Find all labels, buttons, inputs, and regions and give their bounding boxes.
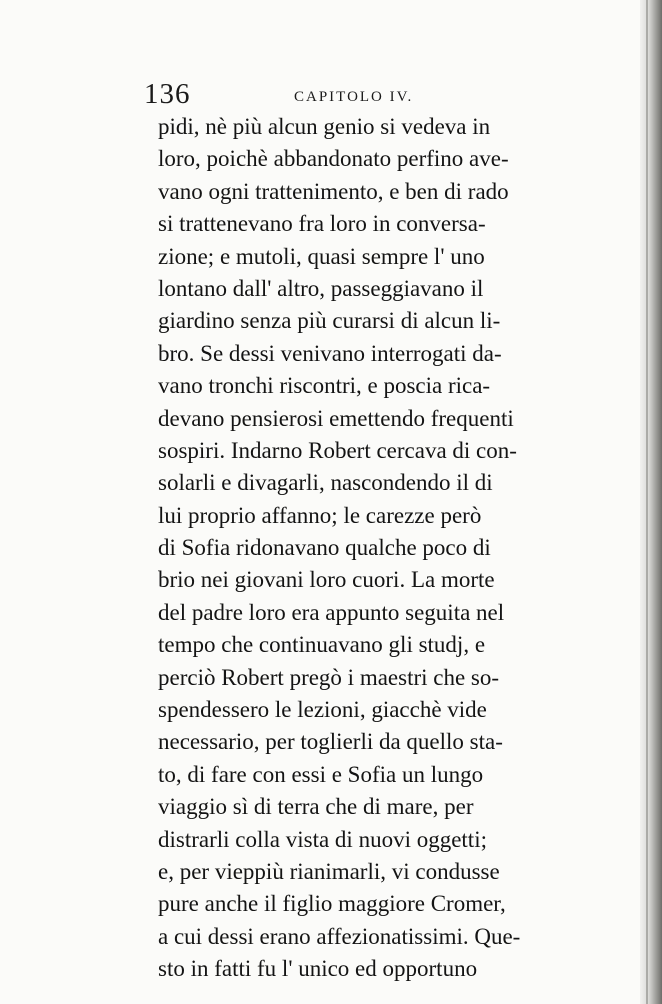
page-edge-line xyxy=(646,0,648,1004)
text-line: zione; e mutoli, quasi sempre l' uno xyxy=(158,243,485,269)
text-line: a cui dessi erano affezionatissimi. Que- xyxy=(158,923,521,949)
text-line: perciò Robert pregò i maestri che so- xyxy=(158,664,500,690)
text-line: pure anche il figlio maggiore Cromer, xyxy=(158,891,506,917)
page-edge-shadow xyxy=(640,0,662,1004)
text-line: e, per vieppiù rianimarli, vi condusse xyxy=(158,858,500,884)
text-line: di Sofia ridonavano qualche poco di xyxy=(158,535,491,561)
text-line: to, di fare con essi e Sofia un lungo xyxy=(158,761,484,787)
running-head xyxy=(144,78,574,110)
text-line: devano pensierosi emettendo frequenti xyxy=(158,405,514,431)
text-line: spendessero le lezioni, giacchè vide xyxy=(158,697,487,723)
text-line: lontano dall' altro, passeggiavano il xyxy=(158,275,484,301)
text-line: brio nei giovani loro cuori. La morte xyxy=(158,567,495,593)
text-line: lui proprio affanno; le carezze però xyxy=(158,502,482,528)
text-line: loro, poichè abbandonato perfino ave- xyxy=(158,146,509,172)
text-line: viaggio sì di terra che di mare, per xyxy=(158,794,474,820)
text-line: necessario, per toglierli da quello sta- xyxy=(158,729,503,755)
text-line: pidi, nè più alcun genio si vedeva in xyxy=(158,114,491,139)
text-line: vano tronchi riscontri, e poscia rica- xyxy=(158,373,491,399)
text-line: tempo che continuavano gli studj, e xyxy=(158,632,486,658)
text-line: sospiri. Indarno Robert cercava di con- xyxy=(158,437,517,463)
text-line: solarli e divagarli, nascondendo il di xyxy=(158,470,493,496)
chapter-title: CAPITOLO IV. xyxy=(294,89,414,105)
text-line: si trattenevano fra loro in conversa- xyxy=(158,211,486,237)
text-line: vano ogni trattenimento, e ben di rado xyxy=(158,178,509,204)
text-line: bro. Se dessi venivano interrogati da- xyxy=(158,340,502,366)
text-line: distrarli colla vista di nuovi oggetti; xyxy=(158,826,487,852)
text-line: del padre loro era appunto seguita nel xyxy=(158,599,505,625)
text-line: sto in fatti fu l' unico ed opportuno xyxy=(158,956,478,982)
body-text xyxy=(158,111,572,986)
page-number: 136 xyxy=(144,78,191,110)
text-line: giardino senza più curarsi di alcun li- xyxy=(158,308,501,334)
